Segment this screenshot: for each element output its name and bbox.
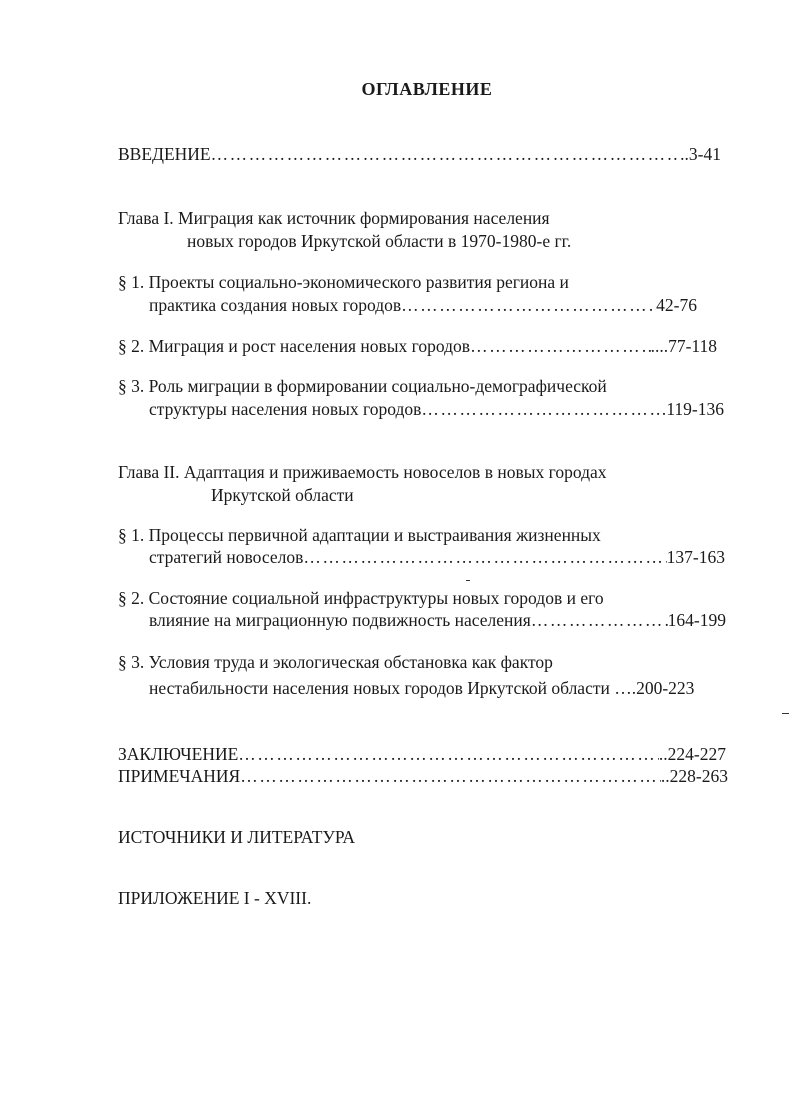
dot-leader [470,335,650,357]
toc-entry-label: практика создания новых городов [149,295,402,315]
chapter-2-section-1-title: § 1. Процессы первичной адаптации и выстраивания жизненных [118,525,601,545]
toc-entry-ch2-s2 [149,609,726,631]
toc-entry-label: влияние на миграционную подвижность населения [149,610,531,630]
dot-leader [531,609,668,631]
scan-mark [782,713,789,714]
toc-entry-pages: 164-199 [667,610,726,630]
toc-entry-label: стратегий новоселов [149,547,304,567]
dot-leader [401,294,656,316]
toc-entry-appendix: ПРИЛОЖЕНИЕ I - XVIII. [118,888,312,908]
toc-entry-pages: ..3-41 [680,144,721,164]
toc-entry-label: структуры населения новых городов [149,399,422,419]
dot-leader [303,546,666,568]
chapter-1-section-1-title: § 1. Проекты социально-экономического развития региона и [118,272,569,292]
toc-entry-sources: ИСТОЧНИКИ И ЛИТЕРАТУРА [118,827,356,847]
chapter-2-title-cont: Иркутской области [211,485,354,505]
toc-entry-pages: ..224-227 [658,744,726,764]
toc-entry-introduction [118,143,721,165]
toc-entry-notes [118,765,728,787]
toc-entry-ch1-s3 [149,398,724,420]
scan-mark [466,580,470,581]
toc-entry-ch1-s1 [149,294,697,316]
toc-entry-pages: ..228-263 [660,766,728,786]
toc-entry-pages: ....77-118 [650,336,717,356]
chapter-2-section-3-title-cont: нестабильности населения новых городов Иркутской области ….200-223 [149,678,695,698]
chapter-1-title: Глава I. Миграция как источник формирования населения [118,208,550,228]
toc-entry-label: ЗАКЛЮЧЕНИЕ [118,744,239,764]
toc-entry-pages: 119-136 [666,399,724,419]
toc-entry-label: ВВЕДЕНИЕ [118,144,211,164]
dot-leader [421,398,666,420]
toc-entry-pages: 42-76 [656,295,697,315]
chapter-2-title: Глава II. Адаптация и приживаемость новоселов в новых городах [118,462,607,482]
dot-leader [240,765,661,787]
chapter-2-section-2-title: § 2. Состояние социальной инфраструктуры новых городов и его [118,588,604,608]
toc-entry-ch2-s1 [149,546,725,568]
toc-entry-ch1-s2 [118,335,717,357]
chapter-2-section-3-title: § 3. Условия труда и экологическая обстановка как фактор [118,652,553,672]
dot-leader [238,743,659,765]
toc-entry-label: § 2. Миграция и рост населения новых городов [118,336,471,356]
page-title: ОГЛАВЛЕНИЕ [361,79,493,99]
toc-entry-label: ПРИМЕЧАНИЯ [118,766,241,786]
toc-entry-conclusion [118,743,726,765]
chapter-1-section-3-title: § 3. Роль миграции в формировании социально-демографической [118,376,607,396]
chapter-1-title-cont: новых городов Иркутской области в 1970-1980-е гг. [187,231,572,251]
dot-leader [211,143,681,165]
toc-entry-pages: 137-163 [666,547,725,567]
